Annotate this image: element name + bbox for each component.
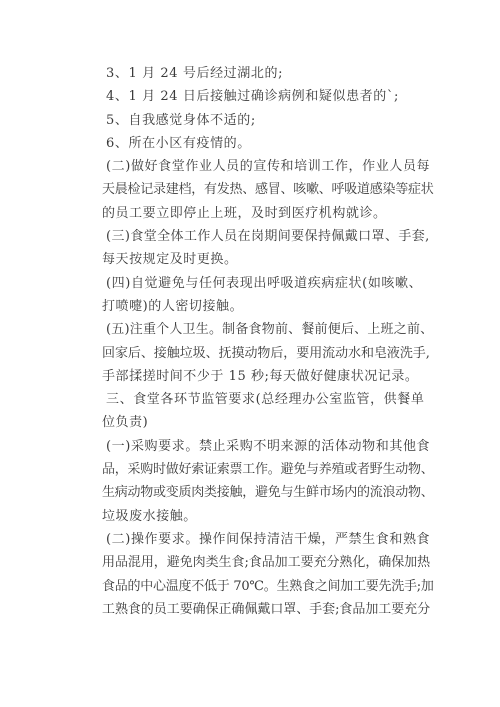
text-line: 工熟食的员工要确保正确佩戴口罩、手套;食品加工要充分: [102, 601, 431, 617]
text-line: 5、自我感觉身体不适的;: [106, 112, 256, 128]
text-line: 用品混用，避免肉类生食;食品加工要充分熟化，确保加热: [102, 555, 431, 571]
text-line: 回家后、接触垃圾、抚摸动物后，要用流动水和皂液洗手,: [102, 345, 430, 361]
text-line: 食品的中心温度不低于 70℃。生熟食之间加工要先洗手;加: [102, 578, 434, 594]
text-line: 垃圾废水接触。: [102, 508, 197, 524]
text-line: 3、1 月 24 号后经过湖北的;: [106, 66, 284, 81]
paragraph-lines: [102, 62, 434, 621]
text-line: 生病动物或变质肉类接触，避免与生鲜市场内的流浪动物、: [102, 485, 434, 501]
text-line: 的员工要立即停止上班，及时到医疗机构就诊。: [102, 205, 387, 221]
text-line: 天晨检记录建档，有发热、感冒、咳嗽、呼吸道感染等症状: [102, 182, 434, 198]
text-line: 手部揉搓时间不少于 15 秒;每天做好健康状况记录。: [102, 368, 419, 384]
text-line: (三)食堂全体工作人员在岗期间要保持佩戴口罩、手套,: [106, 229, 430, 245]
text-line: 打喷嚏)的人密切接触。: [102, 298, 244, 314]
text-line: 每天按规定及时更换。: [102, 252, 238, 268]
text-line: 4、1 月 24 日后接触过确诊病例和疑似患者的`;: [106, 89, 399, 105]
text-line: (二)操作要求。操作间保持清洁干燥，严禁生食和熟食: [106, 531, 431, 547]
text-line: 品，采购时做好索证索票工作。避免与养殖或者野生动物、: [102, 462, 434, 478]
text-line: (五)注重个人卫生。制备食物前、餐前便后、上班之前、: [106, 322, 434, 338]
text-line: (四)自觉避免与任何表现出呼吸道疾病症状(如咳嗽、: [106, 275, 423, 291]
text-line: (二)做好食堂作业人员的宣传和培训工作，作业人员每: [106, 159, 431, 175]
text-line: 6、所在小区有疫情的。: [106, 135, 251, 151]
text-line: 三、食堂各环节监管要求(总经理办公室监管，供餐单: [106, 392, 425, 408]
document-body: [102, 62, 434, 621]
text-line: 位负责): [102, 415, 149, 431]
text-line: (一)采购要求。禁止采购不明来源的活体动物和其他食: [106, 438, 431, 454]
